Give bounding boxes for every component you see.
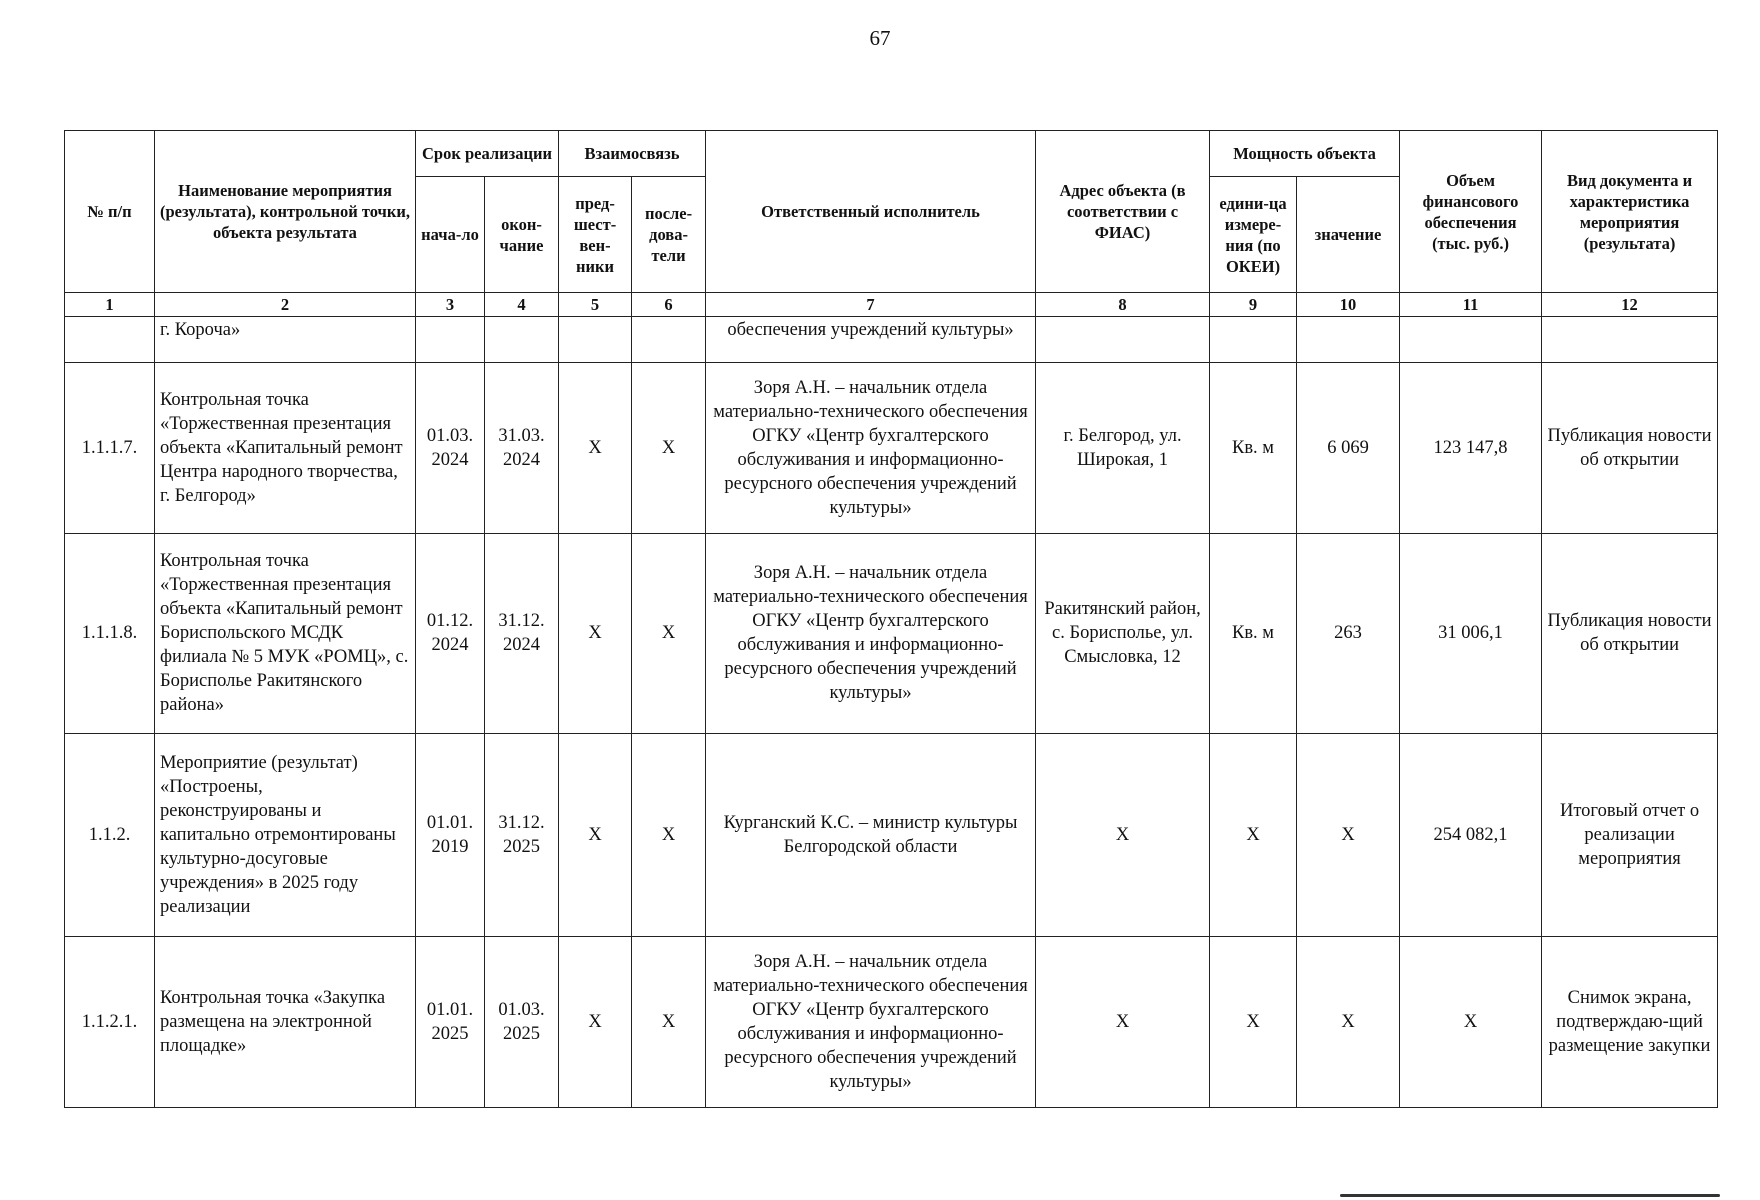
cell-address: г. Белгород, ул. Широкая, 1 <box>1036 363 1210 534</box>
cell-value <box>1297 317 1400 363</box>
column-number: 3 <box>416 293 485 317</box>
page-number: 67 <box>869 26 891 50</box>
column-number: 9 <box>1210 293 1297 317</box>
cell-value: Х <box>1297 936 1400 1107</box>
column-number: 5 <box>559 293 632 317</box>
cell-start: 01.01. 2019 <box>416 733 485 936</box>
cell-next: Х <box>632 733 706 936</box>
cell-executor: Зоря А.Н. – начальник отдела материально-технического обеспечения ОГКУ «Центр бухгалтерского обслуживания и информационно-ресурсного обеспечения учреждений культуры» <box>706 936 1036 1107</box>
cell-num <box>65 317 155 363</box>
cell-doc: Публикация новости об открытии <box>1542 534 1718 733</box>
cell-executor: обеспечения учреждений культуры» <box>706 317 1036 363</box>
cell-start <box>416 317 485 363</box>
cell-address: Х <box>1036 733 1210 936</box>
cell-prev: Х <box>559 733 632 936</box>
cell-unit <box>1210 317 1297 363</box>
cell-unit: Кв. м <box>1210 534 1297 733</box>
table-row <box>65 317 1718 363</box>
cell-address <box>1036 317 1210 363</box>
cell-end: 31.12. 2025 <box>485 733 559 936</box>
cell-finance: 31 006,1 <box>1400 534 1542 733</box>
cell-prev: Х <box>559 936 632 1107</box>
cell-name: г. Короча» <box>155 317 416 363</box>
cell-value: Х <box>1297 733 1400 936</box>
cell-end: 31.12. 2024 <box>485 534 559 733</box>
cell-next: Х <box>632 363 706 534</box>
scan-artifact-line <box>1340 1194 1720 1197</box>
column-number: 10 <box>1297 293 1400 317</box>
column-number: 7 <box>706 293 1036 317</box>
cell-address: Х <box>1036 936 1210 1107</box>
table-row <box>65 936 1718 1107</box>
column-number: 8 <box>1036 293 1210 317</box>
cell-finance: Х <box>1400 936 1542 1107</box>
table-row <box>65 733 1718 936</box>
cell-name: Контрольная точка «Торжественная презентация объекта «Капитальный ремонт Бориспольского МСДК филиала № 5 МУК «РОМЦ», с. Борисполье Ракитянского района» <box>155 534 416 733</box>
header-capacity-unit: едини-ца измере-ния (по ОКЕИ) <box>1210 177 1297 293</box>
cell-start: 01.03. 2024 <box>416 363 485 534</box>
column-number: 2 <box>155 293 416 317</box>
cell-value: 263 <box>1297 534 1400 733</box>
header-capacity: Мощность объекта <box>1210 131 1400 177</box>
header-name: Наименование мероприятия (результата), контрольной точки, объекта результата <box>155 131 416 293</box>
header-period: Срок реализации <box>416 131 559 177</box>
cell-name: Контрольная точка «Торжественная презентация объекта «Капитальный ремонт Центра народного творчества, г. Белгород» <box>155 363 416 534</box>
cell-prev <box>559 317 632 363</box>
cell-prev: Х <box>559 363 632 534</box>
cell-finance: 254 082,1 <box>1400 733 1542 936</box>
cell-executor: Зоря А.Н. – начальник отдела материально-технического обеспечения ОГКУ «Центр бухгалтерского обслуживания и информационно-ресурсного обеспечения учреждений культуры» <box>706 363 1036 534</box>
column-number: 4 <box>485 293 559 317</box>
cell-value: 6 069 <box>1297 363 1400 534</box>
implementation-plan-table <box>64 130 1718 1108</box>
cell-doc <box>1542 317 1718 363</box>
cell-doc: Итоговый отчет о реализации мероприятия <box>1542 733 1718 936</box>
cell-executor: Зоря А.Н. – начальник отдела материально-технического обеспечения ОГКУ «Центр бухгалтерского обслуживания и информационно-ресурсного обеспечения учреждений культуры» <box>706 534 1036 733</box>
header-finance: Объем финансового обеспечения (тыс. руб.) <box>1400 131 1542 293</box>
cell-unit: Х <box>1210 733 1297 936</box>
header-relation-prev: пред-шест-вен-ники <box>559 177 632 293</box>
header-period-start: нача-ло <box>416 177 485 293</box>
header-period-end: окон-чание <box>485 177 559 293</box>
header-relation: Взаимосвязь <box>559 131 706 177</box>
cell-finance <box>1400 317 1542 363</box>
cell-next <box>632 317 706 363</box>
cell-finance: 123 147,8 <box>1400 363 1542 534</box>
cell-executor: Курганский К.С. – министр культуры Белгородской области <box>706 733 1036 936</box>
cell-doc: Снимок экрана, подтверждаю-щий размещение закупки <box>1542 936 1718 1107</box>
cell-end: 31.03. 2024 <box>485 363 559 534</box>
cell-next: Х <box>632 534 706 733</box>
cell-name: Контрольная точка «Закупка размещена на электронной площадке» <box>155 936 416 1107</box>
cell-num: 1.1.2. <box>65 733 155 936</box>
table-body <box>65 317 1718 1108</box>
cell-prev: Х <box>559 534 632 733</box>
cell-start: 01.12. 2024 <box>416 534 485 733</box>
column-number: 11 <box>1400 293 1542 317</box>
table-header <box>65 131 1718 317</box>
header-num: № п/п <box>65 131 155 293</box>
table-row <box>65 363 1718 534</box>
cell-start: 01.01. 2025 <box>416 936 485 1107</box>
cell-num: 1.1.2.1. <box>65 936 155 1107</box>
header-executor: Ответственный исполнитель <box>706 131 1036 293</box>
cell-num: 1.1.1.7. <box>65 363 155 534</box>
column-number: 12 <box>1542 293 1718 317</box>
header-relation-next: после-дова-тели <box>632 177 706 293</box>
cell-end <box>485 317 559 363</box>
cell-address: Ракитянский район, с. Борисполье, ул. Смысловка, 12 <box>1036 534 1210 733</box>
cell-name: Мероприятие (результат) «Построены, реконструированы и капитально отремонтированы культурно-досуговые учреждения» в 2025 году реализации <box>155 733 416 936</box>
header-address: Адрес объекта (в соответствии с ФИАС) <box>1036 131 1210 293</box>
cell-next: Х <box>632 936 706 1107</box>
header-doc: Вид документа и характеристика мероприятия (результата) <box>1542 131 1718 293</box>
column-number: 1 <box>65 293 155 317</box>
column-numbers-row <box>65 293 1718 317</box>
header-capacity-value: значение <box>1297 177 1400 293</box>
column-number: 6 <box>632 293 706 317</box>
cell-end: 01.03. 2025 <box>485 936 559 1107</box>
cell-num: 1.1.1.8. <box>65 534 155 733</box>
cell-doc: Публикация новости об открытии <box>1542 363 1718 534</box>
cell-unit: Кв. м <box>1210 363 1297 534</box>
table-row <box>65 534 1718 733</box>
cell-unit: Х <box>1210 936 1297 1107</box>
